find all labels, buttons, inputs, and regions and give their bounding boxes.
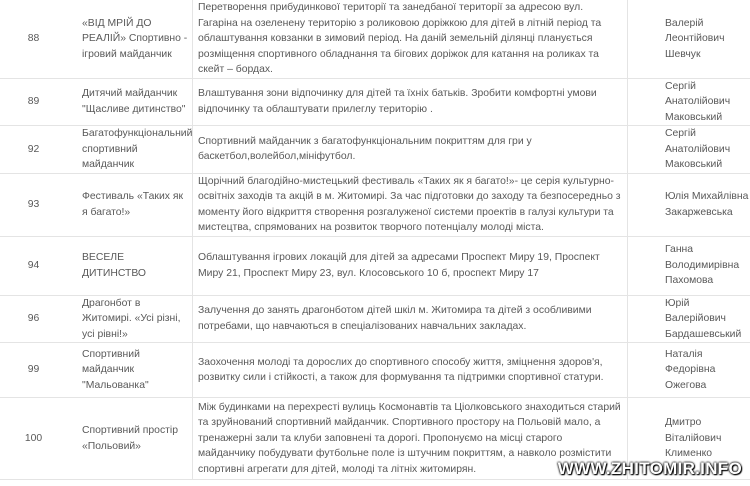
table-row <box>0 343 750 398</box>
project-number: 89 <box>0 78 57 126</box>
project-name: Драгонбот в Житомирі. «Усі різні, усі рівні!» <box>57 295 193 343</box>
project-description: Між будинками на перехресті вулиць Космонавтів та Ціолковського знаходиться старий та зруйнований спортивний майданчик. Спортивного простору на Польовій мало, а тренажерні зали та клуби заповнені та дорогі. Пропонуємо на місці старого майданчику побудувати футбольне поле із штучним покриттям, а навколо розмістити спортивні агрегати для дітей, молоді та літніх житомирян. <box>193 398 628 480</box>
table-row <box>0 236 750 295</box>
project-name: «ВІД МРІЙ ДО РЕАЛІЙ» Спортивно - ігровий майданчик <box>57 0 193 78</box>
project-number: 99 <box>0 343 57 398</box>
project-description: Облаштування ігрових локацій для дітей за адресами Проспект Миру 19, Проспект Миру 21, Проспект Миру 23, вул. Клосовського 10 б, проспект Миру 17 <box>193 236 628 295</box>
project-author: Валерій Леонтійович Шевчук <box>628 0 750 78</box>
project-description: Спортивний майданчик з багатофункціональним покриттям для гри у баскетбол,волейбол,мініфутбол. <box>193 126 628 174</box>
table-row <box>0 126 750 174</box>
project-number: 94 <box>0 236 57 295</box>
project-description: Влаштування зони відпочинку для дітей та їхніх батьків. Зробити комфортні умови відпочинку та облаштувати прилеглу територію . <box>193 78 628 126</box>
project-number: 96 <box>0 295 57 343</box>
table-row <box>0 295 750 343</box>
project-name: Фестиваль «Таких як я багато!» <box>57 173 193 236</box>
project-author: Ганна Володимирівна Пахомова <box>628 236 750 295</box>
project-author: Дмитро Віталійович Клименко <box>628 398 750 480</box>
project-number: 100 <box>0 398 57 480</box>
project-description: Щорічний благодійно-мистецький фестиваль «Таких як я багато!»- це серія культурно-освітніх заходів та акцій в м. Житомирі. За час підготовки до заходу та безпосередньо з моменту його відкриття створення розгалуженої системи проектів в галузі культури та мистецтва, спрямованих на розвиток творчого потенціалу молоді міста. <box>193 173 628 236</box>
project-description: Заохочення молоді та дорослих до спортивного способу життя, зміцнення здоров'я, розвитку сили і стійкості, а також для формування та підтримки спортивної статури. <box>193 343 628 398</box>
table-row <box>0 173 750 236</box>
project-name: ВЕСЕЛЕ ДИТИНСТВО <box>57 236 193 295</box>
project-author: Наталія Федорівна Ожегова <box>628 343 750 398</box>
project-number: 93 <box>0 173 57 236</box>
project-name: Спортивний майданчик "Мальованка" <box>57 343 193 398</box>
project-name: Багатофункціональний спортивний майданчик <box>57 126 193 174</box>
project-author: Юрій Валерійович Бардашевський <box>628 295 750 343</box>
table-row <box>0 78 750 126</box>
project-author: Сергій Анатолійович Маковський <box>628 126 750 174</box>
table-row <box>0 0 750 78</box>
project-description: Перетворення прибудинкової території та занедбаної території за адресою вул. Гагаріна на озеленену територію з роликовою доріжкою для дітей в літній період та облаштування ковзанки в зимовий період. На даній земельній ділянці планується розміщення спортивного обладнання та бігових доріжок для катання на роликах та скейт – бордах. <box>193 0 628 78</box>
project-author: Юлія Михайлівна Закаржевська <box>628 173 750 236</box>
project-author: Сергій Анатолійович Маковський <box>628 78 750 126</box>
project-description: Залучення до занять драгонботом дітей шкіл м. Житомира та дітей з особливими потребами, що навчаються в спеціалізованих навчальних закладах. <box>193 295 628 343</box>
project-number: 88 <box>0 0 57 78</box>
project-number: 92 <box>0 126 57 174</box>
project-name: Спортивний простір «Польовий» <box>57 398 193 480</box>
site-watermark: WWW.ZHITOMIR.INFO <box>557 459 742 478</box>
project-name: Дитячий майданчик "Щасливе дитинство" <box>57 78 193 126</box>
